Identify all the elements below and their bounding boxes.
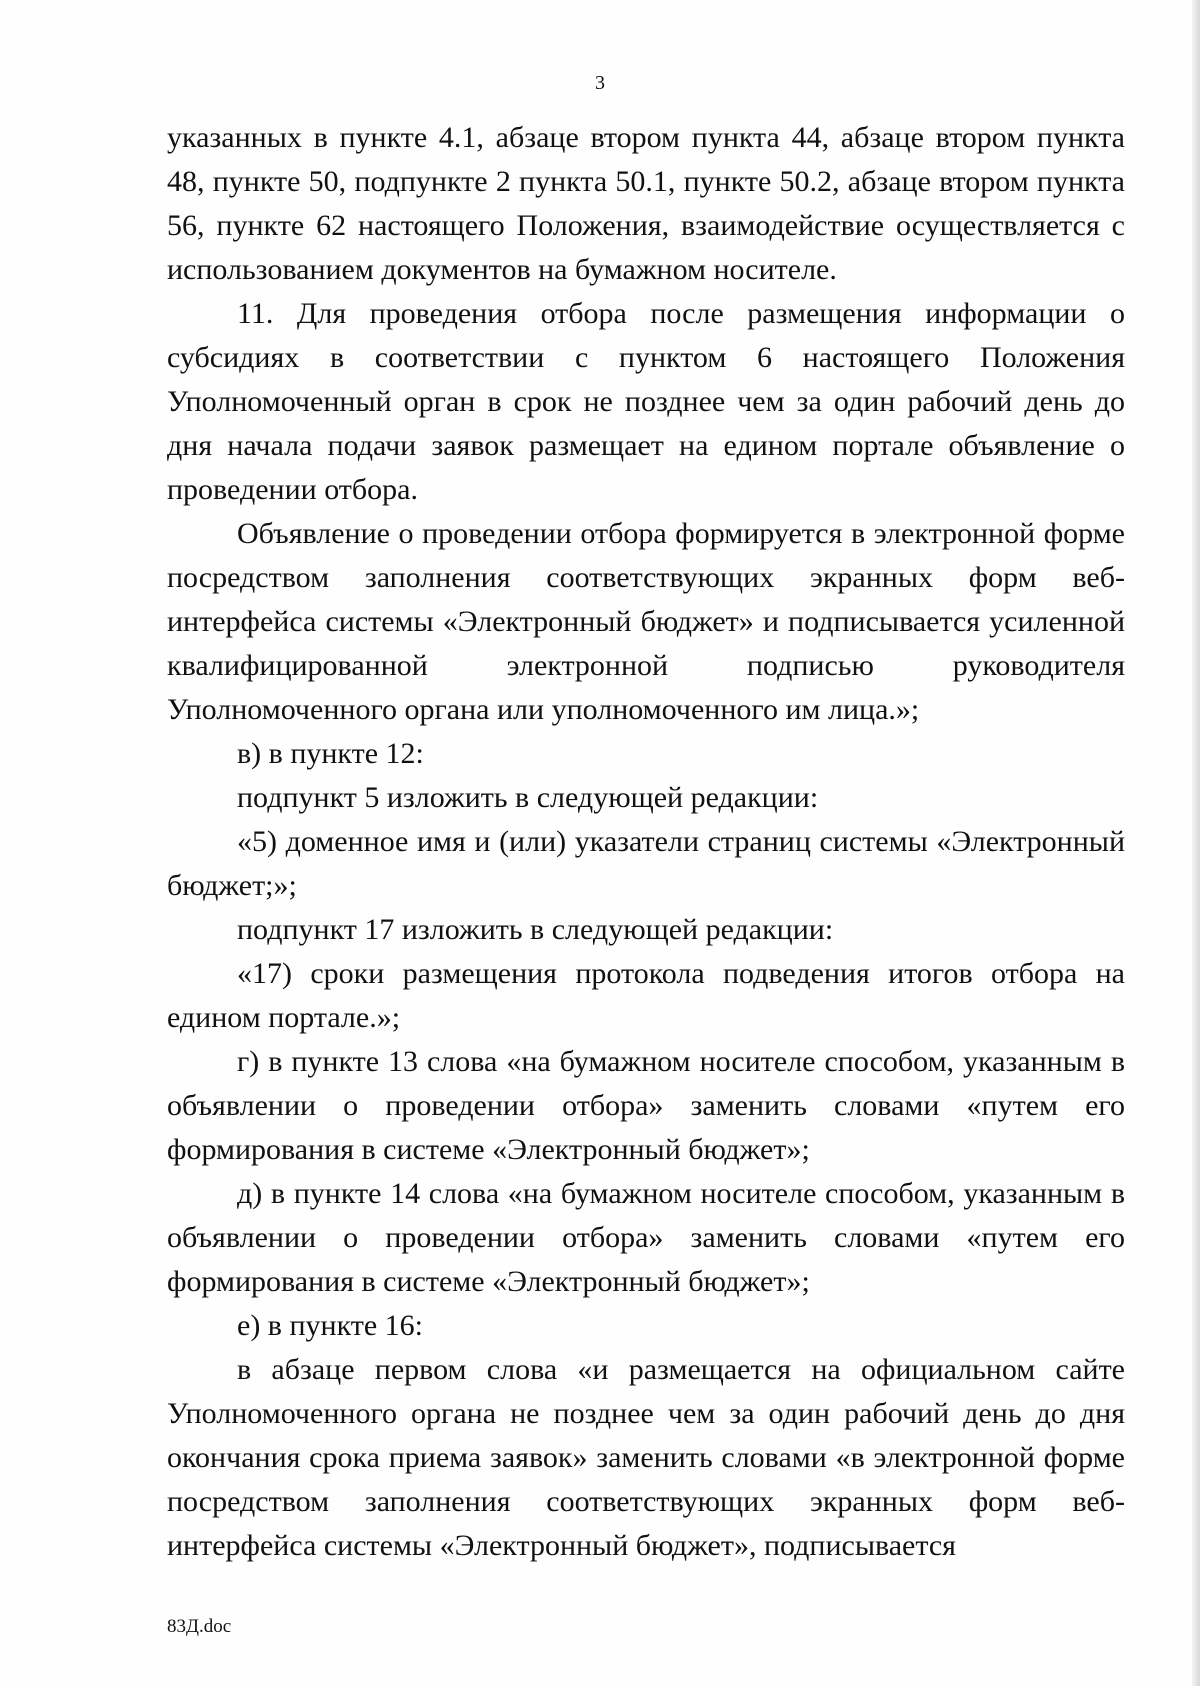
paragraph-first-abzac: в абзаце первом слова «и размещается на официальном сайте Уполномоченного органа не позднее чем за один рабочий день до дня окончания срока приема заявок» заменить словами «в электронной форме посредством заполнения соответствующих экранных форм веб-интерфейса системы «Электронный бюджет», подписывается <box>167 1353 1125 1562</box>
page-number: 3 <box>595 72 605 94</box>
paragraph-subpoint-5-intro: подпункт 5 изложить в следующей редакции: <box>237 781 819 814</box>
document-body <box>167 116 1125 1568</box>
paragraph-point-g: г) в пункте 13 слова «на бумажном носителе способом, указанным в объявлении о проведении отбора» заменить словами «путем его формирования в системе «Электронный бюджет»; <box>167 1045 1125 1166</box>
paragraph-item-11: 11. Для проведения отбора после размещения информации о субсидиях в соответствии с пунктом 6 настоящего Положения Уполномоченный орган в срок не позднее чем за один рабочий день до дня начала подачи заявок размещает на едином портале объявление о проведении отбора. <box>167 297 1125 506</box>
paragraph-point-v: в) в пункте 12: <box>237 737 424 770</box>
paragraph-point-e: е) в пункте 16: <box>237 1309 424 1342</box>
paragraph-subpoint-17-intro: подпункт 17 изложить в следующей редакции: <box>237 913 834 946</box>
paragraph-point-d: д) в пункте 14 слова «на бумажном носителе способом, указанным в объявлении о проведении отбора» заменить словами «путем его формирования в системе «Электронный бюджет»; <box>167 1177 1125 1298</box>
paragraph-continuation: указанных в пункте 4.1, абзаце втором пункта 44, абзаце втором пункта 48, пункте 50, подпункте 2 пункта 50.1, пункте 50.2, абзаце втором пункта 56, пункте 62 настоящего Положения, взаимодействие осуществляется с использованием документов на бумажном носителе. <box>167 121 1125 286</box>
paragraph-subpoint-5-text: «5) доменное имя и (или) указатели страниц системы «Электронный бюджет;»; <box>167 825 1125 902</box>
paragraph-announcement: Объявление о проведении отбора формируется в электронной форме посредством заполнения соответствующих экранных форм веб-интерфейса системы «Электронный бюджет» и подписывается усиленной квалифицированной электронной подписью руководителя Уполномоченного органа или уполномоченного им лица.»; <box>167 517 1125 726</box>
footer-file-code: 83Д.doc <box>167 1616 232 1637</box>
page-edge <box>1192 0 1200 1686</box>
paragraph-subpoint-17-text: «17) сроки размещения протокола подведения итогов отбора на едином портале.»; <box>167 957 1125 1034</box>
